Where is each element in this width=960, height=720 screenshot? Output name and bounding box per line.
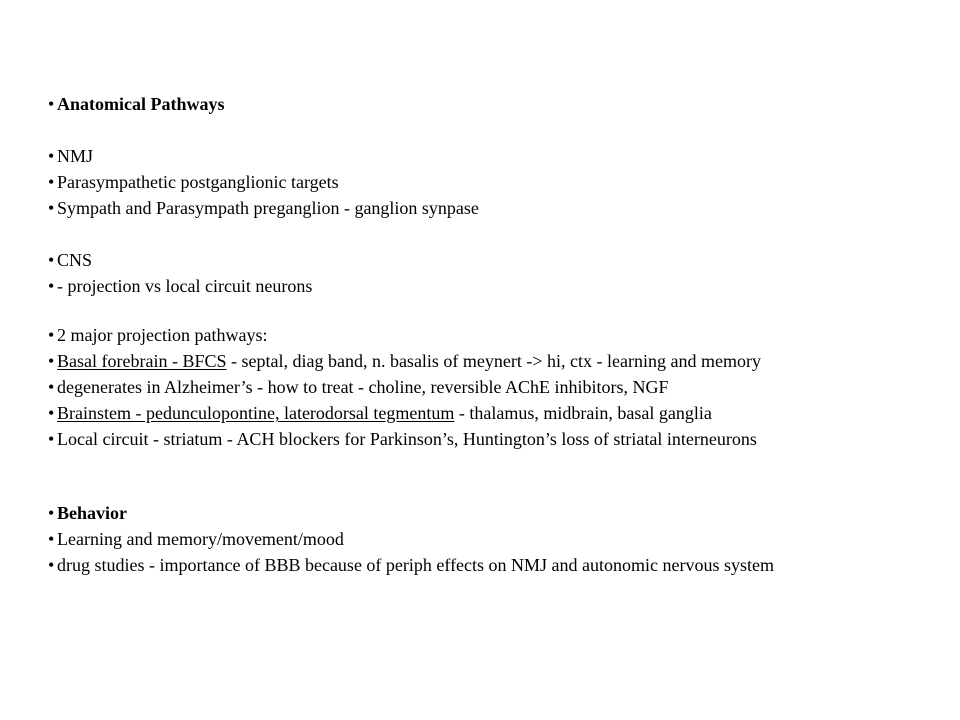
bullet-icon: • bbox=[48, 351, 55, 371]
line-text: Local circuit - striatum - ACH blockers for Parkinson’s, Huntington’s loss of striatal interneurons bbox=[57, 429, 757, 449]
bullet-line-projection-vs-local bbox=[48, 275, 312, 297]
heading-anatomical-pathways: Anatomical Pathways bbox=[57, 94, 225, 114]
bullet-line-anatomical-pathways bbox=[48, 93, 225, 115]
line-text: drug studies - importance of BBB because of periph effects on NMJ and autonomic nervous system bbox=[57, 555, 775, 575]
underlined-term-basal-forebrain: Basal forebrain - BFCS bbox=[57, 351, 227, 371]
bullet-line-brainstem bbox=[48, 402, 712, 424]
bullet-icon: • bbox=[48, 377, 55, 397]
bullet-line-major-projection-pathways bbox=[48, 324, 267, 346]
line-text: degenerates in Alzheimer’s - how to treat - choline, reversible AChE inhibitors, NGF bbox=[57, 377, 669, 397]
line-text: CNS bbox=[57, 250, 93, 270]
bullet-line-preganglion-synapse bbox=[48, 197, 479, 219]
bullet-icon: • bbox=[48, 250, 55, 270]
bullet-icon: • bbox=[48, 146, 55, 166]
line-text: - projection vs local circuit neurons bbox=[57, 276, 313, 296]
heading-behavior: Behavior bbox=[57, 503, 127, 523]
bullet-icon: • bbox=[48, 94, 55, 114]
bullet-icon: • bbox=[48, 529, 55, 549]
bullet-icon: • bbox=[48, 429, 55, 449]
line-text: Sympath and Parasympath preganglion - ganglion synpase bbox=[57, 198, 479, 218]
bullet-line-local-circuit bbox=[48, 428, 757, 450]
underlined-term-brainstem: Brainstem - pedunculopontine, laterodorsal tegmentum bbox=[57, 403, 455, 423]
bullet-line-learning-memory bbox=[48, 528, 344, 550]
line-text: - septal, diag band, n. basalis of meynert -> hi, ctx - learning and memory bbox=[226, 351, 761, 371]
bullet-line-basal-forebrain bbox=[48, 350, 761, 372]
bullet-icon: • bbox=[48, 503, 55, 523]
bullet-icon: • bbox=[48, 403, 55, 423]
bullet-icon: • bbox=[48, 325, 55, 345]
bullet-line-behavior bbox=[48, 502, 127, 524]
bullet-icon: • bbox=[48, 172, 55, 192]
line-text: 2 major projection pathways: bbox=[57, 325, 268, 345]
bullet-line-parasympathetic-targets bbox=[48, 171, 339, 193]
line-text: NMJ bbox=[57, 146, 94, 166]
bullet-line-drug-studies bbox=[48, 554, 774, 576]
line-text: - thalamus, midbrain, basal ganglia bbox=[454, 403, 712, 423]
line-text: Parasympathetic postganglionic targets bbox=[57, 172, 339, 192]
bullet-icon: • bbox=[48, 198, 55, 218]
bullet-line-nmj bbox=[48, 145, 93, 167]
line-text: Learning and memory/movement/mood bbox=[57, 529, 344, 549]
bullet-icon: • bbox=[48, 555, 55, 575]
bullet-line-cns bbox=[48, 249, 92, 271]
bullet-line-alzheimers bbox=[48, 376, 669, 398]
bullet-icon: • bbox=[48, 276, 55, 296]
